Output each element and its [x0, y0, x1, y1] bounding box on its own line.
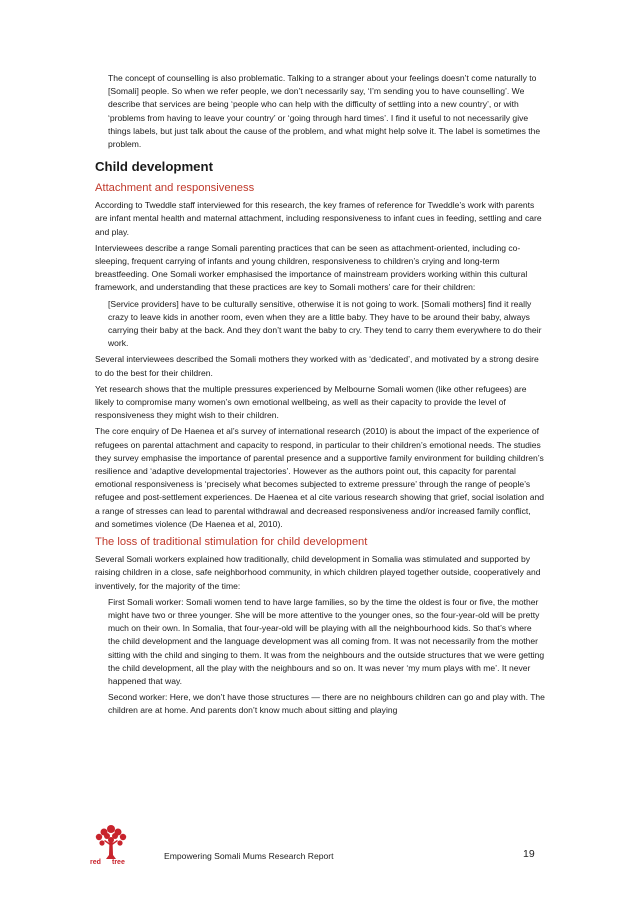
- quote-second-worker: Second worker: Here, we don’t have those structures — there are no neighbours children can go and play with. The children are at home. And parents don’t know much about sitting and playing: [108, 692, 545, 716]
- page-content: [95, 72, 545, 721]
- page-footer: [0, 822, 638, 872]
- quote-counselling: The concept of counselling is also problematic. Talking to a stranger about your feelings doesn’t come naturally to [Somali] people. So when we refer people, we don’t necessarily say, ‘I’m sending you to have counselling’. We describe that services are being ‘people who can help with the difficulty of settling into a new country’, or with ‘problems from having to leave your country’ or ‘going through hard times’. I find it useful to not necessarily give things labels, but just talk about the cause of the problem, and what might help solve it. The label is sometimes the problem.: [108, 73, 541, 150]
- logo-text-red: red: [90, 859, 101, 866]
- paragraph-several-workers: Several Somali workers explained how traditionally, child development in Somalia was stimulated and supported by raising children in a close, safe neighborhood community, in which children played together outside, cooperatively and inventively, for the majority of the time:: [95, 554, 541, 591]
- red-tree-logo: [90, 822, 132, 872]
- paragraph-dedicated: Several interviewees described the Somali mothers they worked with as ‘dedicated’, and motivated by a strong desire to do the best for their children.: [95, 354, 539, 378]
- paragraph-practices: Interviewees describe a range Somali parenting practices that can be seen as attachment-oriented, including co-sleeping, frequent carrying of infants and young children, responsiveness to children’s crying and long-term breastfeeding. One Somali worker emphasised the importance of mainstream providers working within this cultural framework, and understanding that these practices are key to Somali mothers’ care for their children:: [95, 242, 528, 293]
- quote-culturally-sensitive: [Service providers] have to be culturally sensitive, otherwise it is not going to work. [Somali mothers] find it really crazy to leave kids in another room, even when they are a little baby. They have to be around their baby, always carrying their baby at the back. And they don’t want the baby to cry. They tend to carry them everywhere to do their work.: [108, 298, 542, 349]
- paragraph-tweddle: According to Tweddle staff interviewed for this research, the key frames of reference for Tweddle’s work with parents are infant mental health and maternal attachment, including responsiveness to infant cues in feeding, settling and care and play.: [95, 200, 542, 237]
- logo-text-tree: tree: [112, 859, 125, 866]
- paragraph-de-haenea: The core enquiry of De Haenea et al’s survey of international research (2010) is about the impact of the experience of refugees on parental attachment and capacity to respond, in particular to their children’s emotional needs. The studies they survey emphasise the importance of parental presence and a supportive family environment for building children’s resilience and ‘adaptive developmental trajectories’. However as the authors point out, this capacity for parental emotional responsiveness is ‘precisely what becomes subjected to extreme pressure’ through the range of people’s refugee and post-settlement experiences. De Haenea et al cite various research showing that grief, social isolation and a range of stresses can lead to parental withdrawal and decreased responsiveness and/or increased family conflict, and sometimes violence (De Haenea et al, 2010).: [95, 426, 544, 529]
- page-number: 19: [523, 848, 535, 860]
- subheading-loss-stimulation: The loss of traditional stimulation for child development: [95, 536, 368, 549]
- quote-first-worker: First Somali worker: Somali women tend to have large families, so by the time the oldest is four or five, the mother might have two or three younger. She will be more attentive to the younger ones, so the four-year-old will be pretty much on their own. In Somalia, that four-year-old will be playing with all the neighbourhood kids. So that’s where the child development and the language development was all coming from. It was not necessarily from the mother sitting with the child and singing to them. It was from the neighbours and the outside structures that we were getting the child development, all the play with the neighbours and so on. It was never ‘my mum plays with me’. It never happened that way.: [108, 596, 545, 686]
- subheading-attachment: Attachment and responsiveness: [95, 182, 255, 195]
- paragraph-pressures: Yet research shows that the multiple pressures experienced by Melbourne Somali women (like other refugees) are likely to compromise many women’s own emotional wellbeing, as well as their capacity to provide the level of responsiveness they might wish to their children.: [95, 383, 527, 421]
- footer-report-title: Empowering Somali Mums Research Report: [164, 851, 334, 861]
- heading-child-development: Child development: [95, 159, 213, 175]
